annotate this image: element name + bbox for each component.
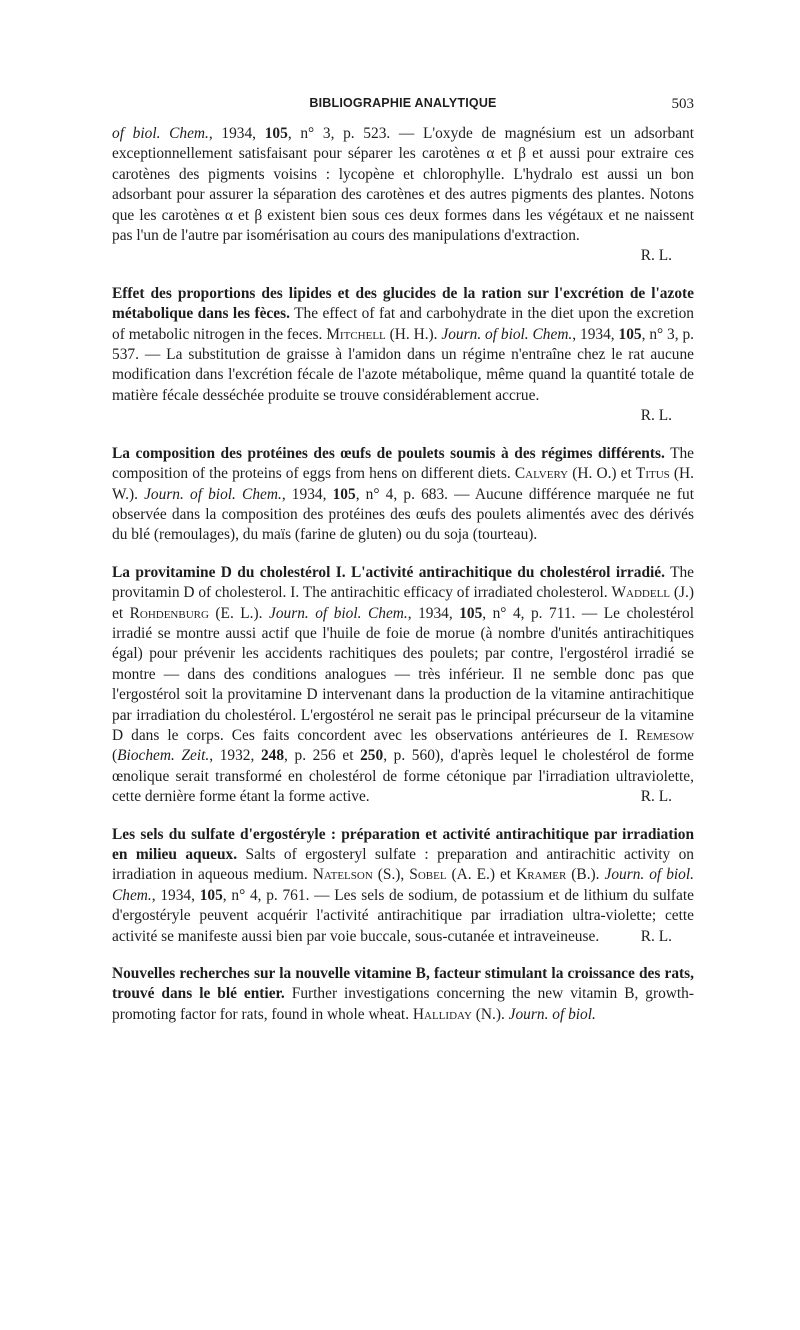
author-name: Remesow — [636, 726, 694, 744]
page-number: 503 — [671, 96, 694, 112]
entry-text: Effet des proportions des lipides et des glucides de la ration sur l'excrétion de l'azote métabolique dans les fèces. The effect of fat and carbohydrate in the diet upon the excretion of metabolic nitrogen in the feces. Mitchell (H. H.). Journ. of biol. Chem., 1934, 105, n° 3, p. 537. — La substitution de graisse à l'amidon dans un régime n'entraîne chez le rat aucune modification dans l'excrétion fécale de l'azote métabolique, même quand la quantité totale de matière fécale desséchée produite se trouve considérablement accrue. — [112, 284, 694, 404]
bibliography-entry — [112, 964, 694, 1025]
volume-number: 105 — [199, 886, 223, 904]
abstract-text: La substitution de graisse à l'amidon dans un régime n'entraîne chez le rat aucune modification dans l'excrétion fécale de l'azote métabolique, même quand la quantité totale de matière fécale desséchée produite se trouve considérablement accrue. — [112, 346, 694, 404]
author-name: Natelson — [312, 866, 373, 884]
bibliography-entry — [112, 284, 694, 427]
abstract-text: Le cholestérol irradié se montre aussi actif que l'huile de foie de morue (à nombre d'unités antirachitiques égal) pour prévenir les accidents rachitiques des poulets; par contre, l'ergostérol irradié se montre — dans des conditions analogues — très inférieur. Il ne semble donc pas que l'ergostérol soit la provitamine D intervenant dans la production de la vitamine antirachitique par irradiation du cholestérol. L'ergostérol ne serait pas le principal précurseur de la vitamine D dans le corps. Ces faits concordent avec les observations antérieures de I. — [112, 604, 694, 744]
signature: R. L. — [640, 927, 672, 945]
author-name: Mitchell — [326, 325, 386, 343]
volume-number: 105 — [264, 125, 288, 142]
abstract-text: Les sels de sodium, de potassium et de lithium du sulfate d'ergostéryle peuvent acquérir l'activité antirachitique par irradiation ultra-violette; cette activité se manifeste aussi bien par voie buccale, sous-cutanée et intraveineuse. — [112, 886, 694, 945]
journal-name: Journ. of biol. Chem. — [144, 485, 282, 503]
signature: R. L. — [640, 247, 672, 265]
english-title: Further investigations concerning the new vitamin B, growth-promoting factor for rats, found in whole wheat. — [112, 985, 694, 1023]
bibliography-entry — [112, 124, 694, 267]
author-name: Waddell — [611, 584, 671, 602]
entry-text: La composition des protéines des œufs de poulets soumis à des régimes différents. The composition of the proteins of eggs from hens on different diets. Calvery (H. O.) et Titus (H. W.). Journ. of biol. Chem., 1934, 105, n° 4, p. 683. — Aucune différence marquée ne fut observée dans la composition des protéines des œufs des poulets alimentés avec des dérivés du blé (remoulages), du maïs (farine de gluten) ou du soja (tourteau). — [112, 444, 694, 544]
entry-text: Les sels du sulfate d'ergostéryle : préparation et activité antirachitique par irradiation en milieu aqueux. Salts of ergosteryl sulfate : preparation and antirachitic activity on irradiation in aqueous medium. Natelson (S.), Sobel (A. E.) et Kramer (B.). Journ. of biol. Chem., 1934, 105, n° 4, p. 761. — Les sels de sodium, de potassium et de lithium du sulfate d'ergostéryle peuvent acquérir l'activité antirachitique par irradiation ultra-violette; cette activité se manifeste aussi bien par voie buccale, sous-cutanée et intraveineuse. R. L. — [112, 825, 694, 947]
author-name: Kramer — [516, 866, 567, 884]
entry-title: La composition des protéines des œufs de poulets soumis à des régimes différents. — [112, 444, 665, 462]
signature: R. L. — [640, 788, 672, 806]
journal-name: Journ. of biol. Chem. — [269, 604, 408, 622]
english-title: The composition of the proteins of eggs from hens on different diets. — [112, 444, 694, 483]
author-name: Rohdenburg — [129, 604, 209, 622]
entry-title: La provitamine D du cholestérol I. L'activité antirachitique du cholestérol irradié. — [112, 563, 665, 581]
abstract-text: d'après lequel le cholestérol de forme œnolique serait transformé en cholestérol de forme cétonique par l'irradiation ultraviolette, cette dernière forme étant la forme active. — [112, 747, 694, 806]
entry-title: Les sels du sulfate d'ergostéryle : préparation et activité antirachitique par irradiation en milieu aqueux. — [112, 825, 694, 863]
running-head — [112, 96, 694, 116]
entry-title: Nouvelles recherches sur la nouvelle vitamine B, facteur stimulant la croissance des rats, trouvé dans le blé entier. — [112, 965, 694, 1003]
article-body — [112, 124, 694, 1042]
bibliography-entry — [112, 444, 694, 546]
volume-number: 105 — [618, 325, 642, 343]
english-title: Salts of ergosteryl sulfate : preparation and antirachitic activity on irradiation in aqueous medium. — [112, 846, 695, 884]
author-name: Halliday — [412, 1005, 472, 1023]
entry-title: Effet des proportions des lipides et des glucides de la ration sur l'excrétion de l'azote métabolique dans les fèces. — [112, 284, 694, 323]
journal-name: Biochem. Zeit. — [117, 747, 210, 765]
bibliography-entry — [112, 825, 694, 947]
journal-name: Journ. of biol. Chem. — [112, 866, 694, 904]
entry-text: of biol. Chem., 1934, 105, n° 3, p. 523. — L'oxyde de magnésium est un adsorbant exceptionnellement satisfaisant pour séparer les carotènes α et β et aussi pour extraire ces carotènes des pigments voisins : lycopène et chlorophylle. L'hydralo est aussi un bon adsorbant pour assurer la séparation des carotènes et des autres pigments des plantes. Notons que les carotènes α et β existent bien sous ces deux formes dans les végétaux et ne naissent pas l'un de l'autre par isomérisation au cours des manipulations d'extraction. — [112, 125, 694, 245]
volume-number: 250 — [360, 747, 384, 765]
entry-text: Nouvelles recherches sur la nouvelle vitamine B, facteur stimulant la croissance des rats, trouvé dans le blé entier. Further investigations concerning the new vitamin B, growth-promoting factor for rats, found in whole wheat. Halliday (N.). Journ. of biol. — [112, 965, 694, 1023]
entry-text: La provitamine D du cholestérol I. L'activité antirachitique du cholestérol irradié. The provitamin D of cholesterol. I. The antirachitic efficacy of irradiated cholesterol. Waddell (J.) et Rohdenburg (E. L.). Journ. of biol. Chem., 1934, 105, n° 4, p. 711. — Le cholestérol irradié se montre aussi actif que l'huile de foie de morue (à nombre d'unités antirachitiques égal) pour prévenir les accidents rachitiques des poulets; par contre, l'ergostérol irradié se montre — dans des conditions analogues — très inférieur. Il ne semble donc pas que l'ergostérol soit la provitamine D intervenant dans la production de la vitamine antirachitique par irradiation du cholestérol. L'ergostérol ne serait pas le principal précurseur de la vitamine D dans le corps. Ces faits concordent avec les observations antérieures de I. Remesow (Biochem. Zeit., 1932, 248, p. 256 et 250, p. 560), d'après lequel le cholestérol de forme œnolique serait transformé en cholestérol de forme cétonique par l'irradiation ultraviolette, cette dernière forme étant la forme active. R. L. — [112, 563, 694, 808]
journal-name: Journ. of biol. Chem. — [441, 325, 573, 343]
bibliography-entry — [112, 563, 694, 808]
author-name: Sobel — [409, 866, 447, 884]
volume-number: 105 — [332, 485, 356, 503]
journal-name: Journ. of biol. — [508, 1005, 596, 1023]
running-title: BIBLIOGRAPHIE ANALYTIQUE — [309, 96, 497, 110]
abstract-text: Aucune différence marquée ne fut observée dans la composition des protéines des œufs des poulets alimentés avec des dérivés du blé (remoulages), du maïs (farine de gluten) ou du soja (tourteau). — [112, 485, 694, 544]
volume-number: 248 — [260, 747, 285, 765]
english-title: The provitamin D of cholesterol. I. The antirachitic efficacy of irradiated cholesterol. — [112, 563, 694, 602]
english-title: The effect of fat and carbohydrate in the diet upon the excretion of metabolic nitrogen in the feces. — [112, 305, 694, 343]
signature: R. L. — [640, 407, 672, 425]
journal-name: of biol. Chem. — [112, 125, 209, 142]
abstract-text: L'oxyde de magnésium est un adsorbant exceptionnellement satisfaisant pour séparer les carotènes α et β et aussi pour extraire ces carotènes des pigments voisins : lycopène et chlorophylle. L'hydralo est aussi un bon adsorbant pour assurer la séparation des carotènes et des autres pigments des plantes. Notons que les carotènes α et β existent bien sous ces deux formes dans les végétaux et ne naissent pas l'un de l'autre par isomérisation au cours des manipulations d'extraction. — [112, 125, 694, 245]
author-name: Titus — [635, 465, 670, 483]
author-name: Calvery — [514, 465, 569, 483]
volume-number: 105 — [459, 604, 483, 622]
